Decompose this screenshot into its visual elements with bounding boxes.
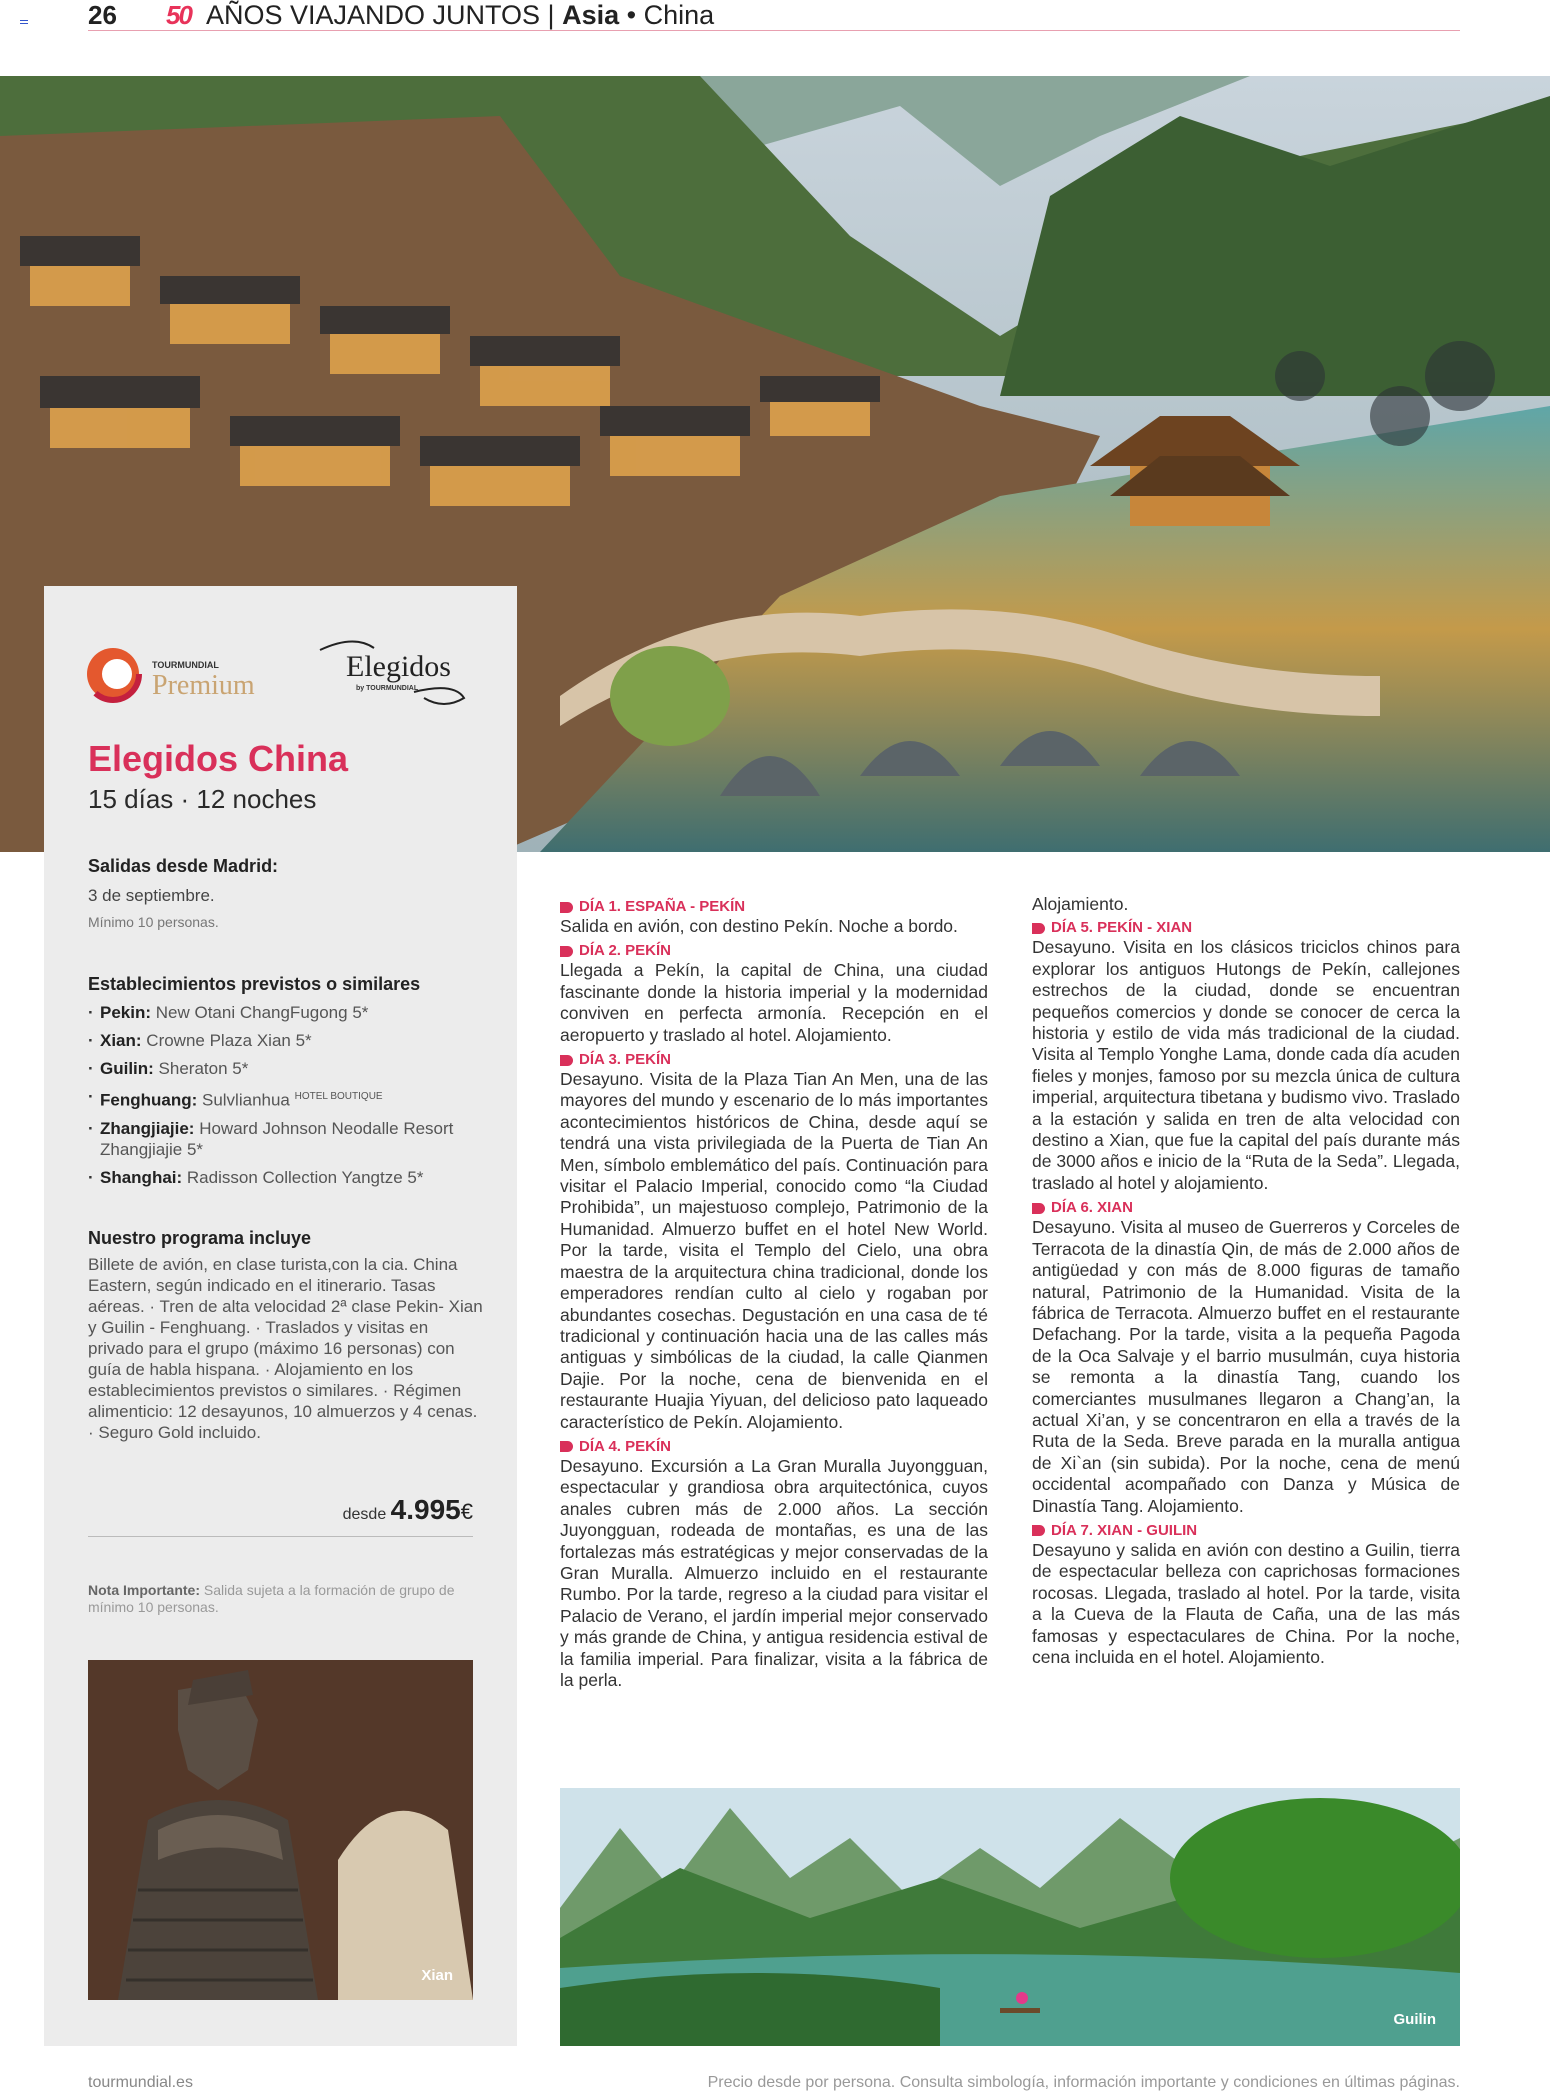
itinerary-column-1 xyxy=(560,894,988,1696)
day-tag-icon xyxy=(560,1055,573,1066)
itinerary-day xyxy=(560,942,988,1046)
day-tag-icon xyxy=(1032,1203,1045,1214)
list-item: · Guilin: Sheraton 5* xyxy=(88,1058,498,1079)
price-amount: 4.995 xyxy=(390,1494,461,1525)
departure-date: 3 de septiembre. xyxy=(88,886,215,905)
price-divider xyxy=(88,1536,473,1537)
tourmundial-premium-logo xyxy=(86,642,296,706)
price-block xyxy=(88,1494,473,1526)
day-tag-icon xyxy=(560,1441,573,1452)
departures-heading: Salidas desde Madrid: xyxy=(88,856,279,876)
header-region: Asia xyxy=(562,0,620,30)
elegidos-logo xyxy=(314,632,479,712)
menu-icon[interactable] xyxy=(20,20,28,26)
day-title: DÍA 1. ESPAÑA - PEKÍN xyxy=(579,898,746,915)
day-tag-icon xyxy=(1032,1525,1045,1536)
guilin-river-photo xyxy=(560,1788,1460,2046)
day-text: Llegada a Pekín, la capital de China, una ciudad fascinante donde la historia imperial y la modernidad conviven en perfecta armonía. Recepción en el aeropuerto y traslado al hotel. Alojamiento. xyxy=(560,960,988,1045)
price-from-label: desde xyxy=(342,1506,387,1523)
hotel-list xyxy=(88,1002,498,1195)
day-text: Desayuno y salida en avión con destino a Guilin, tierra de espectacular belleza con caprichosas formaciones rocosas. Llegada, traslado al hotel. Por la tarde, visita a la Cueva de la Flauta de Caña, una de las más famosas y espectaculares de China. Por la noche, cena incluida en el hotel. Alojamiento. xyxy=(1032,1539,1460,1667)
day-tag-icon xyxy=(1032,923,1045,934)
itinerary-day xyxy=(1032,919,1460,1194)
elegidos-by-text: by TOURMUNDIAL xyxy=(356,685,419,692)
day-text: Desayuno. Visita en los clásicos triciclos chinos para explorar los antiguos Hutongs de Pekín, callejones estrechos de la ciudad, donde se encuentran pequeños comercios y donde se conocer de cerca la historia y estilo de vida más tradicional de la ciudad. Visita al Templo Yonghe Lama, donde cada día acuden fieles y monjes, famoso por su mezcla única de cultura imperial, arquitectura tibetana y budismo vivo. Traslado a la estación y salida en tren de alta velocidad con destino a Xian, que fue la capital del país durante más de 3000 años e inicio de la “Ruta de la Seda”. Llegada, traslado al hotel y alojamiento. xyxy=(1032,937,1460,1193)
trip-duration: 15 días · 12 noches xyxy=(88,784,317,814)
day-title: DÍA 4. PEKÍN xyxy=(579,1437,671,1455)
elegidos-text: Elegidos xyxy=(346,650,451,683)
day-text: Salida en avión, con destino Pekín. Noche a bordo. xyxy=(560,916,958,936)
xian-terracotta-photo xyxy=(88,1660,473,2000)
minimum-people: Mínimo 10 personas. xyxy=(88,914,219,930)
xian-label: Xian xyxy=(421,1967,453,1984)
premium-text: Premium xyxy=(152,670,255,701)
header-title xyxy=(206,0,714,31)
day-title: DÍA 5. PEKÍN - XIAN xyxy=(1051,919,1193,937)
premium-small-text: TOURMUNDIAL xyxy=(152,660,219,670)
day-title: DÍA 6. XIAN xyxy=(1051,1199,1133,1217)
itinerary-day xyxy=(560,1051,988,1433)
hotels-heading: Establecimientos previstos o similares xyxy=(88,974,421,994)
day-title: DÍA 3. PEKÍN xyxy=(579,1051,671,1069)
page-number: 26 xyxy=(88,0,117,30)
program-heading: Nuestro programa incluye xyxy=(88,1228,312,1248)
itinerary-column-2 xyxy=(1032,894,1460,1673)
list-item: · Shanghai: Radisson Collection Yangtze 5* xyxy=(88,1167,498,1188)
header-title-prefix: AÑOS VIAJANDO JUNTOS | xyxy=(206,0,563,30)
list-item: · Zhangjiajie: Howard Johnson Neodalle Resort Zhangjiajie 5* xyxy=(88,1118,498,1160)
trip-title: Elegidos China xyxy=(88,738,349,779)
day-continuation-text: Alojamiento. xyxy=(1032,894,1129,914)
price-currency: € xyxy=(460,1499,473,1524)
day-tag-icon xyxy=(560,946,573,957)
header-divider xyxy=(88,30,1460,31)
itinerary-day xyxy=(1032,1199,1460,1517)
trip-summary-panel xyxy=(44,586,517,2046)
anniversary-logo: 50 xyxy=(166,0,191,30)
day-text: Desayuno. Visita al museo de Guerreros y Corceles de Terracota de la dinastía Qin, de más de 2.000 años de antigüedad y con más de 8.000 figuras de tamaño natural, Patrimonio de la Humanidad. Visita de la fábrica de Terracota. Almuerzo buffet en el restaurante Defachang. Por la tarde, visita a la pequeña Pagoda de la Oca Salvaje y el barrio musulmán, cuya historia se remonta a la dinastía Tang, cuando los comerciantes musulmanes llegaron a Chang’an, la actual Xi’an, y se concentraron en ella a través de la Ruta de la Seda. Breve parada en la muralla antigua de Xi`an (sin subida). Por la noche, cena de menú occidental acompañado con Danza y Música de Dinastía Tang. Alojamiento. xyxy=(1032,1217,1460,1516)
footer-website[interactable]: tourmundial.es xyxy=(88,2074,193,2091)
page-header xyxy=(88,0,1460,30)
list-item: · Fenghuang: Sulvlianhua $^{HOTEL BOUTIQUE}$ xyxy=(88,1086,498,1111)
important-note: Nota Importante: Salida sujeta a la formación de grupo de mínimo 10 personas. xyxy=(88,1582,455,1615)
itinerary-day xyxy=(560,1438,988,1691)
day-title: DÍA 2. PEKÍN xyxy=(579,942,671,960)
list-item: · Xian: Crowne Plaza Xian 5* xyxy=(88,1030,498,1051)
guilin-label: Guilin xyxy=(1393,2011,1436,2028)
list-item: · Pekin: New Otani ChangFugong 5* xyxy=(88,1002,498,1023)
day-text: Desayuno. Visita de la Plaza Tian An Men, una de las mayores del mundo y escenario de lo más importantes acontecimientos históricos de China, desde aquí se tendrá una vista privilegiada de la Puerta de Tian An Men, símbolo emblemático del país. Continuación para visitar el Palacio Imperial, conocido como “la Ciudad Prohibida”, un majestuoso complejo, Patrimonio de la Humanidad. Almuerzo buffet en el hotel New World. Por la tarde, visita el Templo del Cielo, una obra maestra de la arquitectura china tradicional, donde los emperadores rendían culto al cielo y rogaban por abundantes cosechas. Degustación en una casa de té tradicional y continuación hacia una de las calles más antiguas y simbólicas de la ciudad, la calle Qianmen Dajie. Por la noche, cena de bienvenida en el restaurante Huajia Yiyuan, del delicioso pato laqueado característico de Pekín. Alojamiento. xyxy=(560,1069,988,1432)
program-includes: Billete de avión, en clase turista,con la cia. China Eastern, según indicado en el itinerario. Tasas aéreas. · Tren de alta velocidad 2ª clase Pekin- Xian y Guilin - Fenghuang. · Traslados y visitas en privado para el grupo (máximo 16 personas) con guía de habla hispana. · Alojamiento en los establecimientos previstos o similares. · Régimen alimenticio: 12 desayunos, 10 almuerzos y 4 cenas. · Seguro Gold incluido. xyxy=(88,1255,483,1442)
itinerary-day xyxy=(560,898,988,937)
header-country: • China xyxy=(619,0,715,30)
day-title: DÍA 7. XIAN - GUILIN xyxy=(1051,1521,1198,1539)
day-tag-icon xyxy=(560,902,573,913)
itinerary-day xyxy=(1032,1522,1460,1668)
day-text: Desayuno. Excursión a La Gran Muralla Juyongguan, espectacular y grandiosa obra arquitectónica, cuyos anales cubren más de 2.000 años. La sección Juyongguan, rodeada de montañas, es una de las fortalezas más estratégicas y mejor conservadas de la Gran Muralla. Almuerzo incluido en el restaurante Rumbo. Por la tarde, regreso a la ciudad para visitar el Palacio de Verano, el jardín imperial mejor conservado y más grande de China, y antigua residencia estival de la familia imperial. Para finalizar, visita a la fábrica de la perla. xyxy=(560,1455,988,1690)
footer-disclaimer: Precio desde por persona. Consulta simbología, información importante y condiciones en últimas páginas. xyxy=(707,2074,1460,2091)
